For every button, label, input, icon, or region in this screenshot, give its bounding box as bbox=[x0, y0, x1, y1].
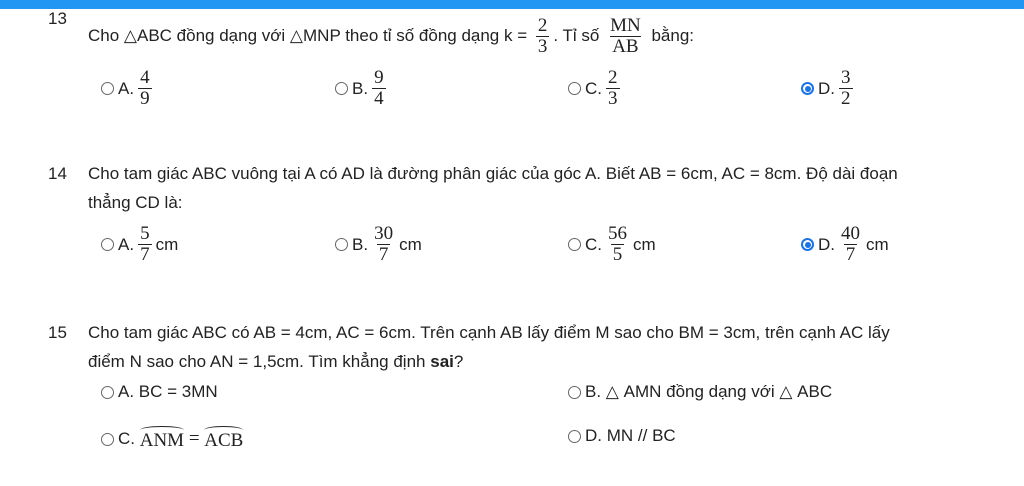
radio-button-selected[interactable] bbox=[801, 82, 814, 95]
option-d[interactable]: D. MN // BC bbox=[568, 426, 676, 446]
radio-button[interactable] bbox=[568, 238, 581, 251]
triangle-icon: △ bbox=[779, 382, 793, 401]
option-b[interactable]: B. $\frac{9}{4}$ bbox=[335, 68, 390, 109]
option-d[interactable]: D. $\frac{3}{2}$ bbox=[801, 68, 857, 109]
question-text-line-2: thẳng CD là: bbox=[88, 193, 183, 212]
question-text-line-1: Cho tam giác ABC vuông tại A có AD là đường phân giác của góc A. Biết AB = 6cm, AC = 8cm. Độ dài đoạn bbox=[88, 164, 898, 183]
fraction-ratio: $\frac{MN}{AB}$ bbox=[610, 15, 641, 57]
option-a[interactable]: A. BC = 3MN bbox=[101, 382, 218, 402]
angle-acb: ACB bbox=[204, 426, 243, 452]
option-c[interactable]: C. $\frac{56}{5}$ cm bbox=[568, 224, 656, 265]
radio-button[interactable] bbox=[101, 82, 114, 95]
question-text: Cho △ABC đồng dạng với △MNP theo tỉ số đồng dạng k = $\frac{2}{3}$ . Tỉ số $\frac{MN}{AB}$ bằng: bbox=[88, 15, 694, 57]
triangle-icon: △ bbox=[289, 25, 303, 45]
radio-button[interactable] bbox=[568, 386, 581, 399]
question-text-line-2: điểm N sao cho AN = 1,5cm. Tìm khẳng định sai? bbox=[88, 352, 464, 371]
fraction-k: $\frac{2}{3}$ bbox=[537, 15, 548, 57]
triangle-icon: △ bbox=[605, 382, 619, 401]
triangle-icon: △ bbox=[123, 25, 137, 45]
radio-button[interactable] bbox=[101, 386, 114, 399]
radio-button-selected[interactable] bbox=[801, 238, 814, 251]
option-a[interactable]: A. $\frac{5}{7}$ cm bbox=[101, 224, 178, 265]
radio-button[interactable] bbox=[568, 430, 581, 443]
radio-button[interactable] bbox=[101, 433, 114, 446]
option-d[interactable]: D. $\frac{40}{7}$ cm bbox=[801, 224, 889, 265]
option-c[interactable]: C. $\frac{2}{3}$ bbox=[568, 68, 624, 109]
option-c[interactable]: C. ANM = ACB bbox=[101, 426, 243, 452]
option-b[interactable]: B. △ AMN đồng dạng với △ ABC bbox=[568, 382, 832, 402]
radio-button[interactable] bbox=[335, 82, 348, 95]
angle-anm: ANM bbox=[140, 426, 184, 452]
radio-button[interactable] bbox=[568, 82, 581, 95]
radio-button[interactable] bbox=[335, 238, 348, 251]
radio-button[interactable] bbox=[101, 238, 114, 251]
option-b[interactable]: B. $\frac{30}{7}$ cm bbox=[335, 224, 422, 265]
question-text-line-1: Cho tam giác ABC có AB = 4cm, AC = 6cm. Trên cạnh AB lấy điểm M sao cho BM = 3cm, trên cạnh AC lấy bbox=[88, 323, 890, 342]
question-number: 14 bbox=[48, 164, 67, 183]
question-number: 13 bbox=[48, 9, 67, 28]
option-a[interactable]: A. $\frac{4}{9}$ bbox=[101, 68, 156, 109]
question-number: 15 bbox=[48, 323, 67, 342]
top-bar bbox=[0, 0, 1024, 9]
